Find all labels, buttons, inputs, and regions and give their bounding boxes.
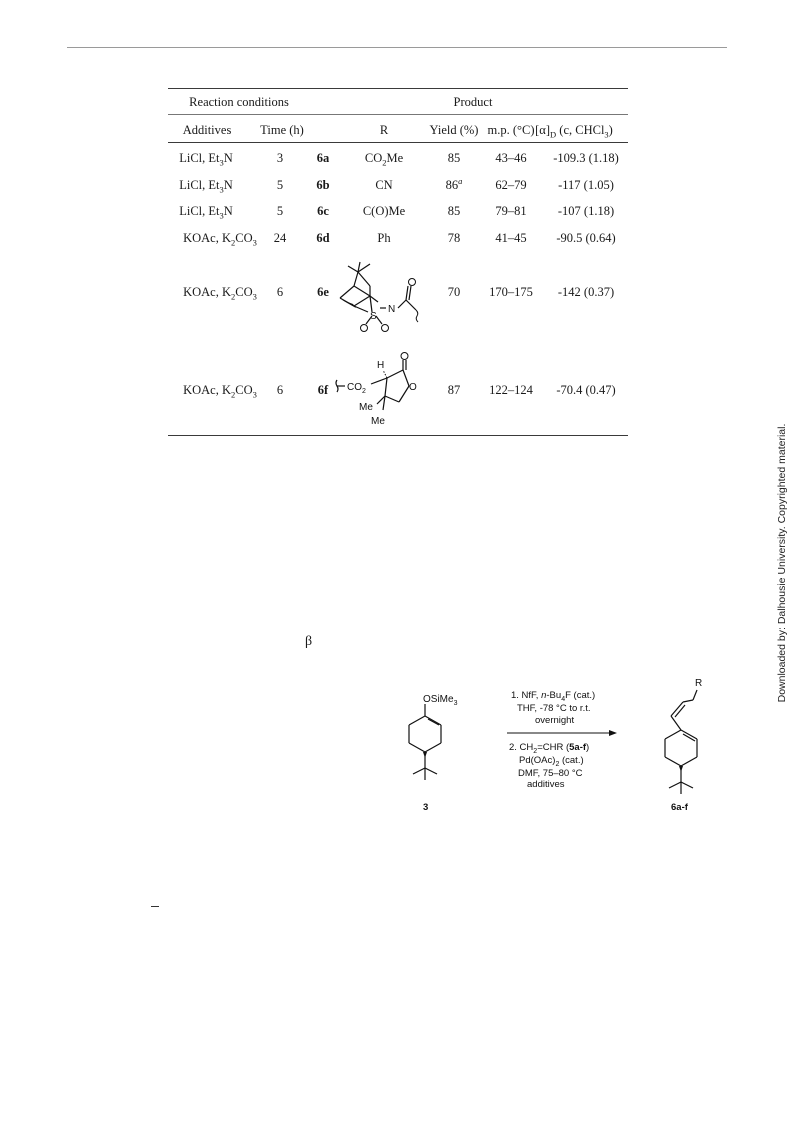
group-header-conditions: Reaction conditions	[189, 95, 289, 109]
camphorsultam-structure	[330, 256, 440, 342]
additive-cell: KOAc, $K_2CO_3$	[183, 285, 257, 302]
mp-cell: 41–45	[495, 231, 527, 245]
time-cell: 5	[276, 204, 284, 218]
time-cell: 24	[273, 231, 287, 245]
mp-cell: 122–124	[489, 383, 533, 397]
time-cell: 6	[276, 285, 284, 299]
compound-label: 6a	[316, 151, 330, 165]
rotation-cell: -109.3 (1.18)	[553, 151, 619, 165]
sulfur-atom: S	[370, 311, 377, 322]
svg-text:OSiMe3: OSiMe$_3$	[423, 694, 458, 707]
col-header-r: R	[379, 123, 389, 137]
step2-catalyst: $Pd(OAc)_2$ (cat.)	[519, 755, 584, 768]
compound-label: 6f	[317, 383, 329, 397]
compound-label: 6d	[316, 231, 330, 245]
step2-additives: additives	[527, 779, 565, 790]
pantolactone-structure	[333, 350, 443, 430]
compound-label: 6c	[317, 204, 329, 218]
yield-cell: 78	[447, 231, 461, 245]
reaction-scheme	[395, 670, 715, 820]
yield-cell: 85	[447, 151, 461, 165]
ring-oxygen: O	[409, 382, 417, 393]
hydrogen-atom: H	[377, 360, 385, 371]
additive-cell: KOAc, $K_2CO_3$	[183, 231, 257, 248]
table-mid-rule	[168, 114, 628, 115]
step1-time: overnight	[535, 715, 575, 726]
step1-reagent: 1. NfF, $n-Bu_4F$ (cat.)	[511, 690, 596, 703]
product-label: 6a-f	[671, 802, 688, 813]
col-header-yield: Yield (%)	[429, 123, 479, 137]
yield-cell: 87	[447, 383, 461, 397]
col-header-time: Time (h)	[260, 123, 304, 137]
additive-cell: LiCl, $Et_3N$	[179, 204, 233, 221]
r-cell: C(O)Me	[362, 204, 406, 218]
compound-label: 6e	[317, 285, 329, 299]
ester-group: $CO_2$	[347, 382, 366, 395]
step2-reagent: 2. $CH_2=CHR$ (5a-f)	[509, 742, 590, 755]
mp-cell: 79–81	[495, 204, 527, 218]
additive-cell: KOAc, $K_2CO_3$	[183, 383, 257, 400]
beta-symbol: β	[305, 634, 313, 649]
time-cell: 6	[276, 383, 284, 397]
rotation-cell: -70.4 (0.47)	[556, 383, 616, 397]
methyl-group-1: Me	[359, 402, 373, 413]
table-header-rule	[168, 142, 628, 143]
product-r-group: R	[695, 678, 703, 689]
table-bottom-rule	[168, 435, 628, 436]
col-header-additives: Additives	[182, 123, 232, 137]
rotation-cell: -117 (1.05)	[558, 178, 614, 192]
yield-cell: 86$^a$	[445, 175, 463, 192]
r-cell: Ph	[377, 231, 391, 245]
time-cell: 3	[276, 151, 284, 165]
additive-cell: LiCl, $Et_3N$	[179, 178, 233, 195]
product-structure	[665, 678, 702, 794]
rotation-cell: -142 (0.37)	[557, 285, 615, 299]
rotation-cell: -107 (1.18)	[557, 204, 615, 218]
rotation-cell: -90.5 (0.64)	[556, 231, 616, 245]
col-header-mp: m.p. (°C)	[487, 123, 535, 137]
footnote-marker: a	[458, 175, 463, 186]
r-cell: CN	[375, 178, 393, 192]
yield-cell: 70	[447, 285, 461, 299]
nitrogen-atom: N	[388, 304, 396, 315]
reactant-label: 3	[423, 802, 429, 813]
mp-cell: 43–46	[495, 151, 527, 165]
additive-cell: LiCl, $Et_3N$	[179, 151, 233, 168]
header-rule	[67, 47, 727, 48]
compound-label: 6b	[316, 178, 330, 192]
step2-conditions: DMF, 75–80 °C	[518, 768, 583, 779]
reactant-structure	[409, 694, 458, 780]
col-header-rotation: $[\alpha]_D$ (c, CHCl$_3$)	[535, 123, 613, 140]
arrow-head	[609, 730, 617, 736]
short-dash	[151, 906, 159, 907]
step1-conditions: THF, -78 °C to r.t.	[517, 703, 591, 714]
r-cell: $CO_2Me$	[364, 151, 404, 168]
time-cell: 5	[276, 178, 284, 192]
group-header-product: Product	[453, 95, 493, 109]
methyl-group-2: Me	[371, 416, 385, 427]
mp-cell: 62–79	[495, 178, 527, 192]
download-watermark: Downloaded by: Dalhousie University. Copyrighted material.	[776, 423, 788, 703]
table-top-rule	[168, 88, 628, 89]
yield-cell: 85	[447, 204, 461, 218]
mp-cell: 170–175	[489, 285, 533, 299]
